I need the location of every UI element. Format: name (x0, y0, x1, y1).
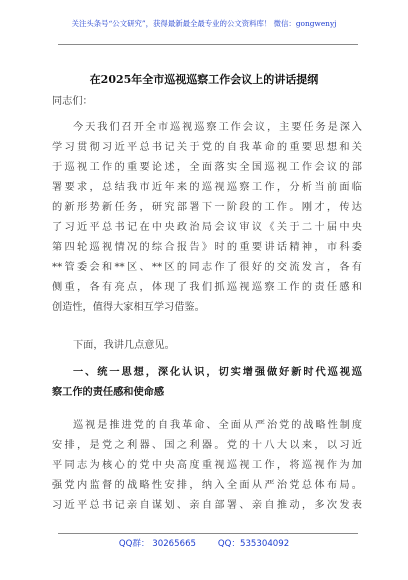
paragraph-2 (52, 336, 362, 356)
paragraph-3 (52, 416, 362, 516)
paragraph-line: **管委会和**区、**区的同志作了很好的交流发言，各有 (52, 262, 362, 273)
paragraph-line: 侧重，各有亮点，体现了我们抓巡视巡察工作的责任感和 (52, 282, 362, 293)
paragraph-line: 强党内监督的战略性安排，纳入全面从严治党总体布局。 (52, 480, 362, 491)
paragraph-line: 第四轮巡视情况的综合报告》时的重要讲话精神，市科委 (52, 242, 362, 253)
header-divider (58, 44, 358, 45)
paragraph-line: 安排，是党之利器、国之利器。党的十八大以来，以习近 (52, 440, 362, 451)
document-title: 在2025年全市巡视巡察工作会议上的讲话提纲 (89, 73, 319, 86)
salutation (52, 92, 362, 112)
paragraph-line: 今天我们召开全市巡视巡察工作会议，主要任务是深入 (73, 122, 362, 133)
heading-line: 察工作的责任感和使命感 (52, 386, 165, 398)
paragraph-line: 了习近平总书记在中央政治局会议审议《关于二十届中央 (52, 222, 362, 233)
paragraph-line: 下面，我讲几点意见。 (73, 340, 175, 351)
paragraph-line: 巡视是推进党的自我革命、全面从严治党的战略性制度 (73, 420, 362, 431)
heading-line: 一、统一思想，深化认识，切实增强做好新时代巡视巡 (73, 366, 362, 378)
header-promo-text: 关注头条号“公文研究”，获得最新最全最专业的公文资料库！ 微信：gongwenyj (71, 19, 337, 28)
section-heading-1 (52, 362, 362, 402)
paragraph-line: 创造性，值得大家相互学习借鉴。 (52, 302, 205, 313)
salutation-text: 同志们： (52, 96, 93, 107)
paragraph-line: 署要求，总结我市近年来的巡视巡察工作，分析当前面临 (52, 182, 362, 193)
paragraph-line: 平同志为核心的党中央高度重视巡视工作，将巡视作为加 (52, 460, 362, 471)
footer-contact-text: QQ群： 30265665 QQ：535304092 (118, 539, 290, 549)
paragraph-line: 的新形势新任务，研究部署下一阶段的工作。刚才，传达 (52, 202, 362, 213)
paragraph-line: 学习贯彻习近平总书记关于党的自我革命的重要思想和关 (52, 142, 362, 153)
paragraph-line: 于巡视工作的重要论述，全面落实全国巡视工作会议的部 (52, 162, 362, 173)
paragraph-line: 习近平总书记亲自谋划、亲自部署、亲自推动，多次发表 (52, 500, 362, 511)
paragraph-1 (52, 118, 362, 318)
footer-divider (58, 533, 358, 534)
